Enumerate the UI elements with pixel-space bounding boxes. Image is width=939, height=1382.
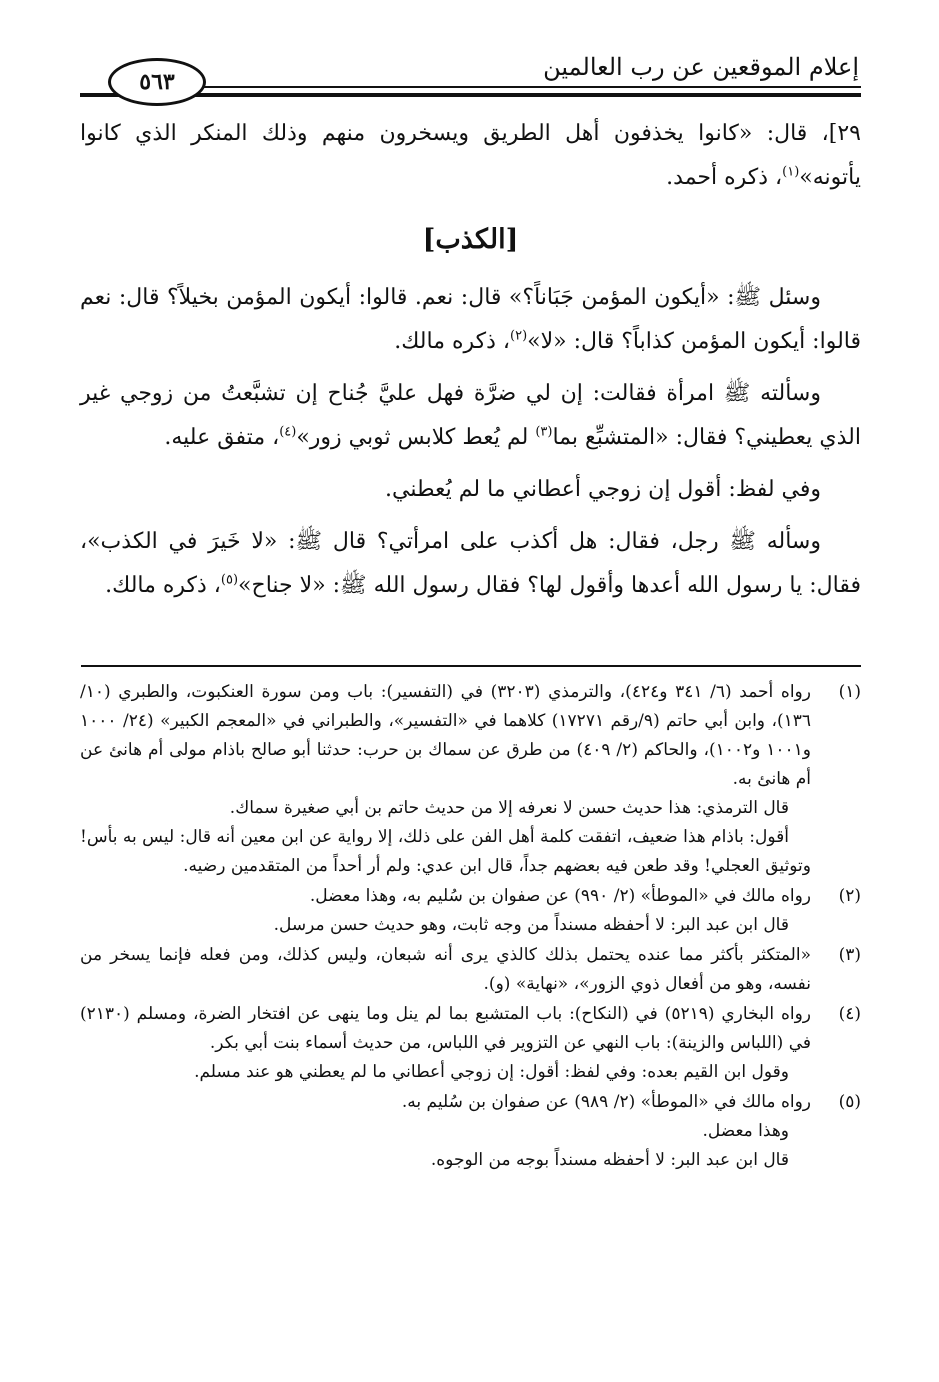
paragraph-1 — [80, 112, 861, 200]
paragraph-1-text: ٢٩]، قال: «كانوا يخذفون أهل الطريق ويسخرون منهم وذلك المنكر الذي كانوا يأتونه» — [80, 121, 861, 190]
footnote — [80, 678, 861, 881]
paragraph-1-end: ، ذكره أحمد. — [666, 165, 783, 190]
footnote — [80, 1000, 861, 1087]
footnote-ref-1: (١) — [782, 164, 800, 180]
footnote-number: (١) — [838, 682, 861, 702]
running-title: إعلام الموقعين عن رب العالمين — [543, 53, 859, 81]
footnote-body — [80, 1000, 811, 1087]
paragraph-2-text: وسئل ﷺ: «أيكون المؤمن جَبَاناً؟» قال: نعم. قالوا: أيكون المؤمن بخيلاً؟ قال: نعم قالوا: أيكون المؤمن كذاباً؟ قال: «لا» — [80, 285, 861, 354]
footnote-body — [80, 678, 811, 881]
footnote-line: رواه مالك في «الموطأ» (٢/ ٩٩٠) عن صفوان بن سُليم به، وهذا معضل. — [309, 886, 811, 906]
footnotes — [80, 678, 861, 1176]
footnote-ref-5: (٥) — [220, 572, 239, 588]
paragraph-3 — [80, 372, 861, 460]
footnote-separator — [81, 665, 861, 667]
footnote-number: (٣) — [838, 945, 861, 965]
footnote-line: رواه أحمد (٦/ ٣٤١ و٤٢٤)، والترمذي (٣٢٠٣) في (التفسير): باب ومن سورة العنكبوت، والطبري (١٠/ ١٣٦)، وابن أبي حاتم (٩/رقم ١٧٢٧١) كلاهما في «التفسير»، والطبراني في «المعجم الكبير» (٢٤/ ١٠٠٠ و١٠٠١ و١٠٠٢)، والحاكم (٢/ ٤٠٩) من طرق عن سماك بن حرب: حدثنا أبو صالح باذام مولى أم هانئ عن أم هانئ به. — [80, 682, 811, 789]
paragraph-4: وفي لفظ: أقول إن زوجي أعطاني ما لم يُعطني. — [384, 477, 821, 502]
section-heading: [الكذب] — [422, 224, 519, 255]
header-rule-thin — [180, 86, 861, 88]
footnote-number: (٤) — [838, 1004, 861, 1024]
paragraph-3-end: ، متفق عليه. — [164, 425, 280, 450]
footnote-line: قال الترمذي: هذا حديث حسن لا نعرفه إلا من حديث حاتم بن أبي صغيرة سماك. — [229, 798, 789, 818]
footnote-ref-4: (٤) — [279, 424, 297, 440]
footnote-line: أقول: باذام هذا ضعيف، اتفقت كلمة أهل الفن على ذلك، إلا رواية عن ابن معين أنه قال: ليس به بأس! وتوثيق العجلي! وقد طعن فيه بعضهم جداً، قال ابن عدي: ولم أر أحداً من المتقدمين رضيه. — [80, 827, 811, 876]
footnote-number: (٥) — [838, 1092, 861, 1112]
footnote-body — [80, 941, 811, 999]
paragraph-5-text: وسأله ﷺ رجل، فقال: هل أكذب على امرأتي؟ قال ﷺ: «لا خَيرَ في الكذب»، فقال: يا رسول الله أعدها وأقول لها؟ فقال رسول الله ﷺ: «لا جناح» — [80, 529, 861, 598]
footnote-line: «المتكثر بأكثر مما عنده يحتمل بذلك كالذي يرى أنه شبعان، وليس كذلك، ومن فعله فإنما يسخر من نفسه، وهو من أفعال ذوي الزور»، «نهاية» (و). — [80, 945, 811, 994]
paragraph-3-mid: لم يُعط كلابس ثوبي زور» — [296, 425, 536, 450]
footnote-line: وهذا معضل. — [702, 1121, 789, 1141]
paragraph-5-end: ، ذكره مالك. — [105, 573, 221, 598]
footnote — [80, 882, 861, 940]
footnote-ref-2: (٢) — [510, 328, 528, 344]
footnote-line: قال ابن عبد البر: لا أحفظه مسنداً بوجه من الوجوه. — [430, 1150, 789, 1170]
footnote-number: (٢) — [838, 886, 861, 906]
footnote — [80, 941, 861, 999]
footnote-ref-3: (٣) — [535, 424, 553, 440]
paragraph-3-text: وسألته ﷺ امرأة فقالت: إن لي ضرَّة فهل عليَّ جُناح إن تشبَّعتُ من زوجي غير الذي يعطيني؟ فقال: «المتشبِّع بما — [80, 381, 861, 450]
footnote-line: وقول ابن القيم بعده: وفي لفظ: أقول: إن زوجي أعطاني ما لم يعطني هو عند مسلم. — [194, 1062, 789, 1082]
main-text — [80, 112, 861, 616]
footnote-body — [80, 1088, 811, 1175]
footnote-line: قال ابن عبد البر: لا أحفظه مسنداً من وجه ثابت، وهو حديث حسن مرسل. — [273, 915, 789, 935]
paragraph-5 — [80, 520, 861, 608]
footnote-body — [80, 882, 811, 940]
footnote-line: رواه البخاري (٥٢١٩) في (النكاح): باب المتشبع بما لم ينل وما ينهى عن افتخار الضرة، ومسلم (٢١٣٠) في (اللباس والزينة): باب النهي عن التزوير في اللباس، من حديث أسماء بنت أبي بكر. — [80, 1004, 811, 1053]
page-number-badge: ٥٦٣ — [108, 58, 206, 106]
footnote — [80, 1088, 861, 1175]
footnote-line: رواه مالك في «الموطأ» (٢/ ٩٨٩) عن صفوان بن سُليم به. — [401, 1092, 811, 1112]
paragraph-2-end: ، ذكره مالك. — [394, 329, 511, 354]
paragraph-2 — [80, 276, 861, 364]
